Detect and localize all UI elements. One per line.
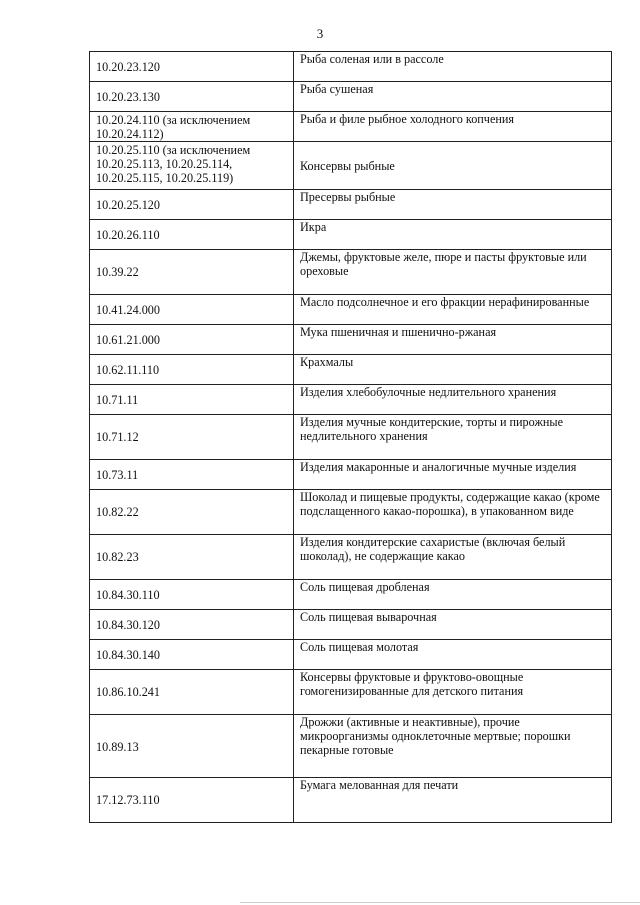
name-cell: Рыба соленая или в рассоле: [294, 52, 612, 82]
name-cell: Рыба сушеная: [294, 82, 612, 112]
name-cell: Крахмалы: [294, 355, 612, 385]
name-cell: Масло подсолнечное и его фракции нерафинированные: [294, 295, 612, 325]
table-row: [90, 715, 612, 778]
table-row: [90, 355, 612, 385]
code-cell: 10.71.12: [90, 415, 294, 460]
code-cell: 10.61.21.000: [90, 325, 294, 355]
code-cell: 10.84.30.110: [90, 580, 294, 610]
name-cell: Рыба и филе рыбное холодного копчения: [294, 112, 612, 142]
code-cell: 10.86.10.241: [90, 670, 294, 715]
code-cell: 10.20.25.110 (за исключением 10.20.25.113, 10.20.25.114, 10.20.25.115, 10.20.25.119): [90, 142, 294, 190]
code-cell: 10.89.13: [90, 715, 294, 778]
code-cell: 10.73.11: [90, 460, 294, 490]
product-code-table: [89, 51, 612, 823]
code-cell: 10.20.23.120: [90, 52, 294, 82]
table-row: [90, 190, 612, 220]
name-cell: Соль пищевая дробленая: [294, 580, 612, 610]
code-cell: 10.71.11: [90, 385, 294, 415]
code-cell: 17.12.73.110: [90, 778, 294, 823]
name-cell: Соль пищевая выварочная: [294, 610, 612, 640]
table-row: [90, 250, 612, 295]
table-row: [90, 460, 612, 490]
scan-edge-line: [240, 902, 640, 903]
name-cell: Изделия кондитерские сахаристые (включая белый шоколад), не содержащие какао: [294, 535, 612, 580]
table-row: [90, 385, 612, 415]
table-row: [90, 82, 612, 112]
code-cell: 10.20.26.110: [90, 220, 294, 250]
table-row: [90, 490, 612, 535]
name-cell: Шоколад и пищевые продукты, содержащие какао (кроме подслащенного какао-порошка), в упакованном виде: [294, 490, 612, 535]
table-row: [90, 670, 612, 715]
table-row: [90, 535, 612, 580]
table-row: [90, 325, 612, 355]
name-cell: Изделия макаронные и аналогичные мучные изделия: [294, 460, 612, 490]
code-cell: 10.82.22: [90, 490, 294, 535]
code-cell: 10.20.24.110 (за исключением 10.20.24.112): [90, 112, 294, 142]
name-cell: Джемы, фруктовые желе, пюре и пасты фруктовые или ореховые: [294, 250, 612, 295]
table-row: [90, 220, 612, 250]
table-row: [90, 640, 612, 670]
code-cell: 10.62.11.110: [90, 355, 294, 385]
name-cell: Икра: [294, 220, 612, 250]
name-cell: Изделия мучные кондитерские, торты и пирожные недлительного хранения: [294, 415, 612, 460]
table-row: [90, 778, 612, 823]
name-cell: Дрожжи (активные и неактивные), прочие микроорганизмы одноклеточные мертвые; порошки пекарные готовые: [294, 715, 612, 778]
table-row: [90, 52, 612, 82]
name-cell: Консервы фруктовые и фруктово-овощные гомогенизированные для детского питания: [294, 670, 612, 715]
table-row: [90, 295, 612, 325]
table-row: [90, 415, 612, 460]
code-cell: 10.84.30.140: [90, 640, 294, 670]
code-cell: 10.20.25.120: [90, 190, 294, 220]
name-cell: Пресервы рыбные: [294, 190, 612, 220]
name-cell: Мука пшеничная и пшенично-ржаная: [294, 325, 612, 355]
page-number: 3: [316, 26, 324, 41]
table-row: [90, 112, 612, 142]
name-cell: Изделия хлебобулочные недлительного хранения: [294, 385, 612, 415]
table-row: [90, 142, 612, 190]
code-cell: 10.82.23: [90, 535, 294, 580]
code-cell: 10.39.22: [90, 250, 294, 295]
name-cell: Соль пищевая молотая: [294, 640, 612, 670]
code-cell: 10.20.23.130: [90, 82, 294, 112]
code-cell: 10.84.30.120: [90, 610, 294, 640]
table-row: [90, 610, 612, 640]
name-cell: Консервы рыбные: [294, 142, 612, 190]
table-row: [90, 580, 612, 610]
code-cell: 10.41.24.000: [90, 295, 294, 325]
name-cell: Бумага мелованная для печати: [294, 778, 612, 823]
